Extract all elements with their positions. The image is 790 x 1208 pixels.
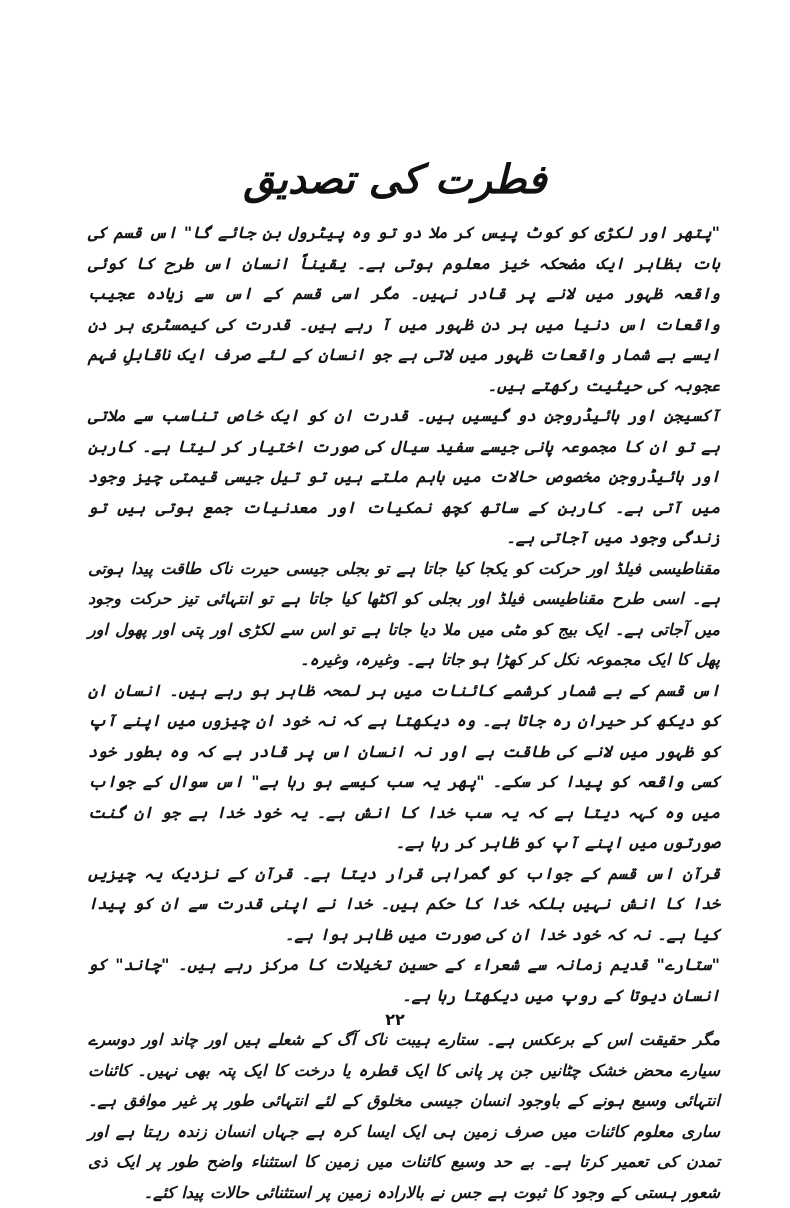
paragraph-1: "پتھر اور لکڑی کو کوٹ پیس کر ملا دو تو وہ پیٹرول بن جائے گا" اس قسم کی بات بظاہر ایک مضحکہ خیز معلوم ہوتی ہے۔ یقیناً انسان اس طرح کا کوئی واقعہ ظہور میں لانے پر قادر نہیں۔ مگر اسی قسم کے اس سے زیادہ عجیب واقعات اس دنیا میں ہر دن ظہور میں آ رہے ہیں۔ قدرت کی کیمسٹری ہر دن ایسے بے شمار واقعات ظہور میں لاتی ہے جو انسان کے لئے صرف ایک ناقابلِ فہم عجوبہ کی حیثیت رکھتے ہیں۔ — [88, 223, 720, 395]
paragraph-3: مقناطیسی فیلڈ اور حرکت کو یکجا کیا جاتا ہے تو بجلی جیسی حیرت ناک طاقت پیدا ہوتی ہے۔ اسی طرح مقناطیسی فیلڈ اور بجلی کو اکٹھا کیا جاتا ہے تو انتہائی تیز حرکت وجود میں آجاتی ہے۔ ایک بیج کو مٹی میں ملا دیا جاتا ہے تو اس سے لکڑی اور پتی اور پھول اور پھل کا ایک مجموعہ نکل کر کھڑا ہو جاتا ہے۔ وغیرہ، وغیرہ۔ — [88, 558, 720, 669]
paragraph-7: مگر حقیقت اس کے برعکس ہے۔ ستارے ہیبت ناک آگ کے شعلے ہیں اور چاند اور دوسرے سیارے محض خشک چٹانیں جن پر پانی کا ایک قطرہ یا درخت کا ایک پتہ بھی نہیں۔ کائنات انتہائی وسیع ہونے کے باوجود انسان جیسی مخلوق کے لئے انتہائی طور پر غیر موافق ہے۔ ساری معلوم کائنات میں صرف زمین ہی ایک ایسا کرہ ہے جہاں انسان زندہ رہتا ہے اور تمدن کی تعمیر کرتا ہے۔ بے حد وسیع کائنات میں زمین کا استثناء واضح طور پر ایک ذی شعور ہستی کے وجود کا ثبوت ہے جس نے بالارادہ زمین پر استثنائی حالات پیدا کئے۔ — [88, 1030, 720, 1202]
paragraph-2: آکسیجن اور ہائیڈروجن دو گیسیں ہیں۔ قدرت ان کو ایک خاص تناسب سے ملاتی ہے تو ان کا مجموعہ پانی جیسے سفید سیال کی صورت اختیار کر لیتا ہے۔ کاربن اور ہائیڈروجن مخصوص حالات میں باہم ملتے ہیں تو تیل جیسی قیمتی چیز وجود میں آتی ہے۔ کاربن کے ساتھ کچھ نمکیات اور معدنیات جمع ہوتی ہیں تو زندگی وجود میں آجاتی ہے۔ — [88, 406, 720, 547]
paragraph-5: قرآن اس قسم کے جواب کو گمراہی قرار دیتا ہے۔ قرآن کے نزدیک یہ چیزیں خدا کا انش نہیں بلکہ خدا کا حکم ہیں۔ خدا نے اپنی قدرت سے ان کو پیدا کیا ہے۔ نہ کہ خود خدا ان کی صورت میں ظاہر ہوا ہے۔ — [88, 863, 720, 944]
paragraph-4: اس قسم کے بے شمار کرشمے کائنات میں ہر لمحہ ظاہر ہو رہے ہیں۔ انسان ان کو دیکھ کر حیران رہ جاتا ہے۔ وہ دیکھتا ہے کہ نہ خود ان چیزوں میں اپنے آپ کو ظہور میں لانے کی طاقت ہے اور نہ انسان اس پر قادر ہے کہ وہ بطور خود کسی واقعہ کو پیدا کر سکے۔ "پھر یہ سب کیسے ہو رہا ہے" اس سوال کے جواب میں وہ کہہ دیتا ہے کہ یہ سب خدا کا انش ہے۔ یہ خود خدا ہے جو ان گنت صورتوں میں اپنے آپ کو ظاہر کر رہا ہے۔ — [88, 680, 720, 852]
paragraph-6: "ستارے" قدیم زمانہ سے شعراء کے حسین تخیلات کا مرکز رہے ہیں۔ "چاند" کو انسان دیوتا کے روپ میں دیکھتا رہا ہے۔ — [88, 955, 720, 1005]
page-title: فطرت کی تصدیق — [243, 157, 547, 203]
page-number: ۲۲ — [385, 1010, 405, 1029]
article-body — [88, 218, 720, 1208]
